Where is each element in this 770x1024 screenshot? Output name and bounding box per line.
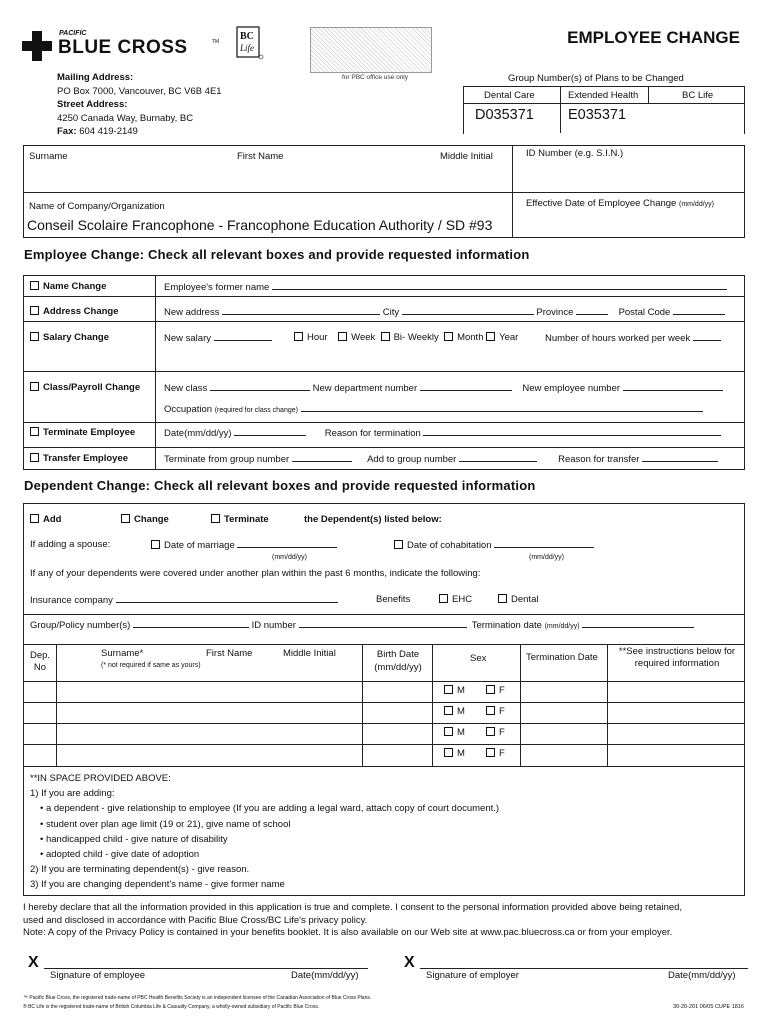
- benefits-label: Benefits: [376, 594, 411, 605]
- instr-2: • a dependent - give relationship to employee (If you are adding a legal ward, attach copy of court document.): [40, 803, 500, 814]
- instr-3: • student over plan age limit (19 or 21), give name of school: [40, 819, 291, 830]
- employee-change-box: [23, 275, 745, 470]
- marriage-date-field[interactable]: Date of marriage: [151, 539, 337, 551]
- pbc-logo: [22, 28, 222, 64]
- col-instructions: **See instructions below for required information: [618, 646, 736, 669]
- group-policy-field[interactable]: Group/Policy number(s) ID number Termination date (mm/dd/yy): [30, 619, 694, 631]
- bclife-logo: [236, 26, 264, 60]
- row-4-sex[interactable]: M F: [444, 748, 505, 759]
- svg-text:BC: BC: [240, 31, 254, 42]
- mailing-value: PO Box 7000, Vancouver, BC V6B 4E1: [57, 85, 222, 97]
- terminate-employee-checkbox[interactable]: Terminate Employee: [30, 427, 135, 438]
- instr-1: 1) If you are adding:: [30, 788, 115, 799]
- brand-tm: TM: [212, 39, 220, 45]
- col-middle-initial: Middle Initial: [283, 648, 336, 659]
- former-name-field[interactable]: Employee's former name: [164, 281, 727, 293]
- employee-signature-label: Signature of employee: [50, 970, 146, 981]
- group-numbers-box: [463, 86, 745, 134]
- employee-signature-line[interactable]: [44, 968, 368, 969]
- id-number-field[interactable]: ID Number (e.g. S.I.N.): [526, 148, 624, 159]
- transfer-employee-checkbox[interactable]: Transfer Employee: [30, 453, 128, 464]
- cross-icon: [22, 31, 52, 61]
- row-3-sex[interactable]: M F: [444, 727, 505, 738]
- col-surname: Surname*: [101, 648, 144, 659]
- dep-terminate-checkbox[interactable]: Terminate: [211, 514, 269, 525]
- col-first-name: First Name: [206, 648, 253, 659]
- declaration-line-1: I hereby declare that all the information provided in this application is true and complete. I consent to the personal information provided above being retained,: [23, 902, 683, 913]
- address-change-checkbox[interactable]: Address Change: [30, 306, 119, 317]
- marriage-date-format: (mm/dd/yy): [272, 554, 307, 561]
- instructions-box: [23, 766, 745, 896]
- employer-signature-line[interactable]: [420, 968, 748, 969]
- employer-date-label: Date(mm/dd/yy): [668, 970, 736, 981]
- col-birth-date: Birth Date (mm/dd/yy): [374, 649, 422, 673]
- group-col-ehc: Extended Health: [568, 90, 639, 101]
- dependent-change-box: [23, 503, 745, 645]
- group-value-dental[interactable]: D035371: [475, 107, 534, 123]
- fax-label: Fax:: [57, 126, 77, 137]
- svg-text:Life: Life: [240, 43, 255, 53]
- col-sex: Sex: [470, 653, 487, 664]
- dep-change-checkbox[interactable]: Change: [121, 514, 169, 525]
- salary-hour-checkbox[interactable]: Hour: [294, 332, 328, 343]
- class-fields[interactable]: New class New department number New employee number: [164, 382, 723, 394]
- surname-field[interactable]: Surname: [29, 151, 68, 162]
- class-change-checkbox[interactable]: Class/Payroll Change: [30, 382, 140, 393]
- cohabitation-date-format: (mm/dd/yy): [529, 554, 564, 561]
- salary-biweekly-checkbox[interactable]: Bi- Weekly: [381, 332, 439, 343]
- new-address-field[interactable]: New address City Province Postal Code: [164, 306, 725, 318]
- hours-worked-field[interactable]: Number of hours worked per week: [545, 332, 721, 344]
- declaration-line-3: Note: A copy of the Privacy Policy is contained in your benefits booklet. It is also available on our Web site at www.pac.bluecross.ca or from your employer.: [23, 927, 673, 938]
- covered-note: If any of your dependents were covered under another plan within the past 6 months, indicate the following:: [30, 568, 481, 579]
- col-surname-note: (* not required if same as yours): [101, 662, 201, 669]
- row-1-sex[interactable]: M F: [444, 685, 505, 696]
- dependents-table: [23, 644, 745, 767]
- footer-line-1: ™ Pacific Blue Cross, the registered trade-name of PBC Health Benefits Society is an independent licensee of the Canadian Association of Blue Cross Plans.: [23, 995, 372, 1001]
- group-col-dental: Dental Care: [484, 90, 535, 101]
- street-label: Street Address:: [57, 99, 128, 110]
- footer-line-2: ® BC Life is the registered trade-name of British Columbia Life & Casualty Company, a wholly-owned subsidiary of Pacific Blue Cross.: [23, 1004, 320, 1010]
- group-value-ehc[interactable]: E035371: [568, 107, 627, 123]
- col-termination-date: Termination Date: [526, 652, 598, 663]
- dep-listed-below: the Dependent(s) listed below:: [304, 514, 442, 525]
- form-code: 30-20-201 06/05 CUPE 1816: [673, 1004, 744, 1010]
- employer-sign-x: X: [404, 954, 415, 971]
- employer-signature-label: Signature of employer: [426, 970, 519, 981]
- benefits-dental-checkbox[interactable]: Dental: [498, 594, 538, 605]
- effective-date-field[interactable]: Effective Date of Employee Change (mm/dd/yy): [526, 198, 714, 209]
- termination-fields[interactable]: Date(mm/dd/yy) Reason for termination: [164, 427, 721, 439]
- benefits-ehc-checkbox[interactable]: EHC: [439, 594, 472, 605]
- occupation-field[interactable]: Occupation (required for class change): [164, 403, 703, 415]
- instr-4: • handicapped child - give nature of disability: [40, 834, 228, 845]
- salary-year-checkbox[interactable]: Year: [486, 332, 518, 343]
- employee-change-heading: Employee Change: Check all relevant boxes and provide requested information: [24, 247, 530, 262]
- middle-initial-field[interactable]: Middle Initial: [440, 151, 493, 162]
- first-name-field[interactable]: First Name: [237, 151, 284, 162]
- salary-month-checkbox[interactable]: Month: [444, 332, 483, 343]
- salary-frequency-options: [294, 332, 518, 343]
- new-salary-field[interactable]: New salary: [164, 332, 272, 344]
- salary-week-checkbox[interactable]: Week: [338, 332, 375, 343]
- dependent-change-heading: Dependent Change: Check all relevant boxes and provide requested information: [24, 478, 536, 493]
- salary-change-checkbox[interactable]: Salary Change: [30, 332, 109, 343]
- declaration-line-2: used and disclosed in accordance with Pacific Blue Cross/BC Life's privacy policy.: [23, 914, 368, 926]
- brand-name: BLUE CROSS: [58, 37, 188, 58]
- instructions-heading: **IN SPACE PROVIDED ABOVE:: [30, 773, 171, 784]
- form-title: EMPLOYEE CHANGE: [567, 28, 740, 47]
- office-use-box: [310, 27, 432, 73]
- dep-add-checkbox[interactable]: Add: [30, 514, 61, 525]
- mailing-block: [57, 71, 222, 139]
- office-use-label: for PBC office use only: [342, 74, 408, 81]
- transfer-fields[interactable]: Terminate from group number Add to group number Reason for transfer: [164, 453, 718, 465]
- if-spouse-label: If adding a spouse:: [30, 539, 111, 550]
- group-col-bclife: BC Life: [682, 90, 714, 101]
- company-label: Name of Company/Organization: [29, 201, 165, 212]
- instr-5: • adopted child - give date of adoption: [40, 849, 200, 860]
- brand-small: PACIFIC: [59, 30, 87, 37]
- instr-7: 3) If you are changing dependent's name - give former name: [30, 879, 285, 890]
- group-heading: Group Number(s) of Plans to be Changed: [508, 73, 684, 84]
- declaration: [23, 902, 753, 940]
- mailing-label: Mailing Address:: [57, 72, 134, 83]
- employee-sign-x: X: [28, 954, 39, 971]
- row-2-sex[interactable]: M F: [444, 706, 505, 717]
- name-change-checkbox[interactable]: Name Change: [30, 281, 106, 292]
- street-value: 4250 Canada Way, Burnaby, BC: [57, 112, 194, 124]
- cohabitation-date-field[interactable]: Date of cohabitation: [394, 539, 594, 551]
- identity-box: [23, 145, 745, 238]
- employee-date-label: Date(mm/dd/yy): [291, 970, 359, 981]
- company-value[interactable]: Conseil Scolaire Francophone - Francophone Education Authority / SD #93: [27, 217, 493, 233]
- fax-value: 604 419-2149: [79, 126, 138, 137]
- col-dep-no: Dep. No: [29, 650, 51, 673]
- insurance-company-field[interactable]: Insurance company: [30, 594, 338, 606]
- instr-6: 2) If you are terminating dependent(s) - give reason.: [30, 864, 250, 875]
